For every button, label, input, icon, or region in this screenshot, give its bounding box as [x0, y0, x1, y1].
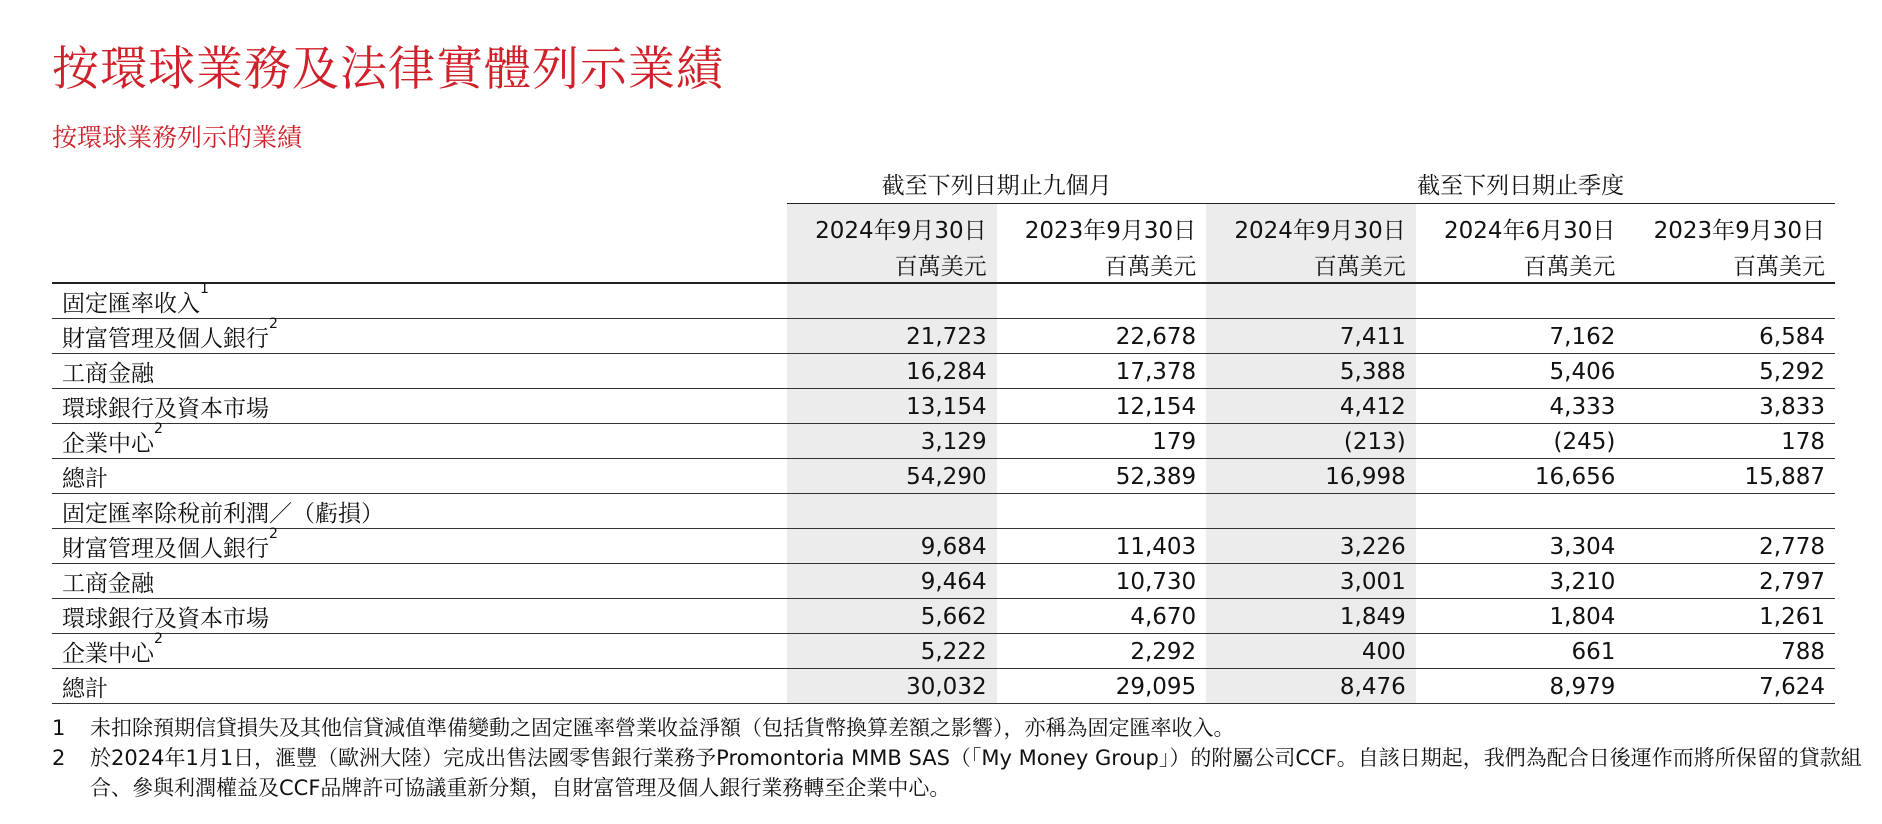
- footnote-number: 2: [52, 746, 66, 770]
- table-row: [52, 599, 1835, 634]
- group-header-quarter: 截至下列日期止季度: [1206, 166, 1835, 204]
- footnote-ref: 1: [200, 281, 209, 297]
- row-label-text: 財富管理及個人銀行: [62, 536, 269, 562]
- section-heading-label: 固定匯率收入: [62, 291, 200, 317]
- value-cell: 661: [1416, 634, 1626, 669]
- row-label: [52, 354, 787, 389]
- group-header-nine-months: 截至下列日期止九個月: [787, 166, 1206, 204]
- value-cell: 30,032: [787, 669, 997, 704]
- empty-cell: [1416, 283, 1626, 319]
- value-cell: 2,292: [997, 634, 1207, 669]
- value-cell: 10,730: [997, 564, 1207, 599]
- value-cell: 22,678: [997, 319, 1207, 354]
- value-cell: 2,797: [1625, 564, 1835, 599]
- value-cell: 7,411: [1206, 319, 1416, 354]
- row-label-text: 財富管理及個人銀行: [62, 326, 269, 352]
- row-label: [52, 459, 787, 494]
- value-cell: (213): [1206, 424, 1416, 459]
- section-heading: [52, 283, 787, 319]
- column-date-header: 2023年9月30日: [1653, 217, 1825, 244]
- empty-cell: [1416, 494, 1626, 529]
- value-cell: 16,284: [787, 354, 997, 389]
- section-heading-row: [52, 283, 1835, 319]
- row-label: [52, 526, 787, 564]
- empty-cell: [1625, 494, 1835, 529]
- section-heading-label: 固定匯率除稅前利潤／（虧損）: [62, 501, 384, 527]
- value-cell: 8,476: [1206, 669, 1416, 704]
- value-cell: 11,403: [997, 529, 1207, 564]
- row-label: [52, 599, 787, 634]
- row-label: [52, 316, 787, 354]
- empty-cell: [1625, 283, 1835, 319]
- value-cell: 5,662: [787, 599, 997, 634]
- row-label: [52, 631, 787, 669]
- value-cell: (245): [1416, 424, 1626, 459]
- footnote-text: 於2024年1月1日，滙豐（歐洲大陸）完成出售法國零售銀行業務予Promontoria MMB SAS（「My Money Group」）的附屬公司CCF。自該日期起，我們為配合日後運作而將所保留的貸款組合、參與利潤權益及CCF品牌許可協議重新分類，自財富管理及個人銀行業務轉至企業中心。: [90, 746, 1862, 800]
- column-date-header: 2024年9月30日: [1206, 204, 1416, 249]
- value-cell: 5,222: [787, 634, 997, 669]
- date-header-row: [52, 204, 1835, 249]
- value-cell: 179: [997, 424, 1207, 459]
- row-label-text: 企業中心: [62, 641, 154, 667]
- section-heading: [52, 494, 787, 529]
- value-cell: 9,684: [787, 529, 997, 564]
- row-label-text: 環球銀行及資本市場: [62, 606, 269, 632]
- page-title: 按環球業務及法律實體列示業績: [52, 42, 724, 97]
- value-cell: 1,261: [1625, 599, 1835, 634]
- value-cell: 54,290: [787, 459, 997, 494]
- row-label: [52, 421, 787, 459]
- table-row: [52, 529, 1835, 564]
- header-spacer: [52, 248, 787, 283]
- row-label: [52, 389, 787, 424]
- column-date-header: 2023年9月30日: [1024, 217, 1197, 244]
- value-cell: 13,154: [787, 389, 997, 424]
- value-cell: 3,210: [1416, 564, 1626, 599]
- value-cell: 21,723: [787, 319, 997, 354]
- value-cell: 4,670: [997, 599, 1207, 634]
- value-cell: 788: [1625, 634, 1835, 669]
- total-row: [52, 459, 1835, 494]
- column-unit-header: 百萬美元: [1206, 248, 1416, 283]
- table-row: [52, 424, 1835, 459]
- empty-cell: [997, 494, 1207, 529]
- column-unit-header: 百萬美元: [1416, 248, 1626, 283]
- row-label-text: 企業中心: [62, 431, 154, 457]
- value-cell: 15,887: [1625, 459, 1835, 494]
- value-cell: 3,304: [1416, 529, 1626, 564]
- row-label-text: 總計: [62, 676, 108, 702]
- unit-header-row: [52, 248, 1835, 283]
- column-date-header: 2024年9月30日: [787, 204, 997, 249]
- empty-cell: [787, 494, 997, 529]
- value-cell: 3,001: [1206, 564, 1416, 599]
- value-cell: 8,979: [1416, 669, 1626, 704]
- empty-cell: [1206, 494, 1416, 529]
- footnote-ref: 2: [154, 421, 163, 437]
- row-label-text: 工商金融: [62, 361, 154, 387]
- table-row: [52, 634, 1835, 669]
- value-cell: 400: [1206, 634, 1416, 669]
- table-row: [52, 564, 1835, 599]
- table-row: [52, 354, 1835, 389]
- row-label-text: 總計: [62, 466, 108, 492]
- row-label: [52, 564, 787, 599]
- value-cell: 3,833: [1625, 389, 1835, 424]
- column-unit-header: 百萬美元: [997, 248, 1207, 283]
- value-cell: 5,292: [1625, 354, 1835, 389]
- section-heading-row: [52, 494, 1835, 529]
- column-date-header: 2024年6月30日: [1443, 217, 1616, 244]
- column-unit-header: 百萬美元: [1625, 248, 1835, 283]
- value-cell: 29,095: [997, 669, 1207, 704]
- results-table: [52, 166, 1835, 704]
- footnote-text: 未扣除預期信貸損失及其他信貸減值準備變動之固定匯率營業收益淨額（包括貨幣換算差額之影響），亦稱為固定匯率收入。: [90, 716, 1235, 740]
- empty-cell: [1206, 283, 1416, 319]
- value-cell: 17,378: [997, 354, 1207, 389]
- value-cell: 2,778: [1625, 529, 1835, 564]
- value-cell: 4,333: [1416, 389, 1626, 424]
- header-spacer: [52, 166, 787, 204]
- value-cell: 16,998: [1206, 459, 1416, 494]
- value-cell: 3,129: [787, 424, 997, 459]
- empty-cell: [997, 283, 1207, 319]
- footnote-ref: 2: [269, 526, 278, 542]
- footnote-ref: 2: [269, 316, 278, 332]
- value-cell: 1,849: [1206, 599, 1416, 634]
- header-spacer: [52, 204, 787, 249]
- total-row: [52, 669, 1835, 704]
- value-cell: 7,162: [1416, 319, 1626, 354]
- row-label-text: 環球銀行及資本市場: [62, 396, 269, 422]
- row-label: [52, 669, 787, 704]
- value-cell: 7,624: [1625, 669, 1835, 704]
- value-cell: 6,584: [1625, 319, 1835, 354]
- row-label-text: 工商金融: [62, 571, 154, 597]
- value-cell: 5,406: [1416, 354, 1626, 389]
- value-cell: 52,389: [997, 459, 1207, 494]
- table-row: [52, 319, 1835, 354]
- value-cell: 1,804: [1416, 599, 1626, 634]
- column-unit-header: 百萬美元: [787, 248, 997, 283]
- footnote-ref: 2: [154, 631, 163, 647]
- value-cell: 178: [1625, 424, 1835, 459]
- value-cell: 12,154: [997, 389, 1207, 424]
- value-cell: 5,388: [1206, 354, 1416, 389]
- empty-cell: [787, 283, 997, 319]
- value-cell: 16,656: [1416, 459, 1626, 494]
- group-header-row: [52, 166, 1835, 204]
- table-row: [52, 389, 1835, 424]
- value-cell: 4,412: [1206, 389, 1416, 424]
- footnote-number: 1: [52, 716, 66, 740]
- value-cell: 3,226: [1206, 529, 1416, 564]
- value-cell: 9,464: [787, 564, 997, 599]
- section-subtitle: 按環球業務列示的業績: [52, 123, 303, 152]
